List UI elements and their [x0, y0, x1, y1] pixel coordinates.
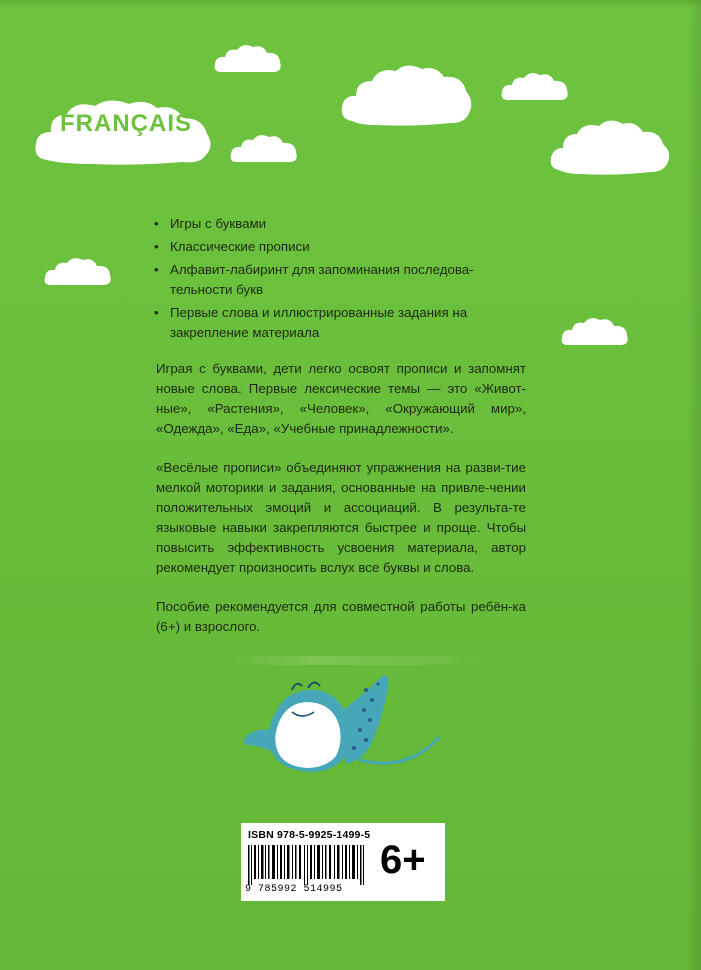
list-item: • Классические прописи — [152, 237, 530, 257]
cloud-decoration — [213, 42, 283, 76]
faded-bleedthrough-text — [228, 656, 490, 665]
cloud-decoration — [500, 70, 570, 104]
list-item: • Игры с буквами — [152, 214, 530, 234]
list-item: • Алфавит-лабиринт для запоминания последова-тельности букв — [152, 260, 530, 300]
cloud-decoration — [549, 118, 672, 176]
description-paragraph: «Весёлые прописи» объединяют упражнения на разви-тие мелкой моторики и задания, основанные на привле-чении положительных эмоций и ассоциаций. В результа-те языковые навыки закрепляются быстрее и проще. Чтобы повысить эффективность усвоения материала, автор рекомендует произносить вслух все буквы и слова. — [156, 460, 526, 575]
page-edge-shadow — [0, 0, 701, 8]
cloud-decoration — [340, 63, 474, 127]
recommendation-paragraph: Пособие рекомендуется для совместной работы ребён-ка (6+) и взрослого. — [156, 599, 526, 634]
cloud-decoration — [43, 255, 113, 289]
barcode-digits: 9 785992 514995 — [245, 884, 343, 895]
barcode — [248, 845, 366, 885]
page-edge-shadow — [687, 0, 701, 970]
list-item: • Первые слова и иллюстрированные задания на закрепление материала — [152, 303, 530, 343]
feature-list — [152, 214, 530, 346]
description-paragraph: Играя с буквами, дети легко освоят прописи и запомнят новые слова. Первые лексические темы — это «Живот-ные», «Растения», «Человек», «Окружающий мир», «Одежда», «Еда», «Учебные принадлежности». — [156, 361, 526, 436]
isbn-barcode-panel — [241, 823, 445, 901]
isbn-number: ISBN 978-5-9925-1499-5 — [248, 829, 371, 841]
cloud-decoration — [229, 132, 299, 166]
age-rating: 6+ — [380, 838, 426, 882]
cloud-decoration — [560, 315, 630, 349]
stingray-illustration — [240, 668, 450, 786]
language-label: FRANÇAIS — [60, 110, 192, 137]
